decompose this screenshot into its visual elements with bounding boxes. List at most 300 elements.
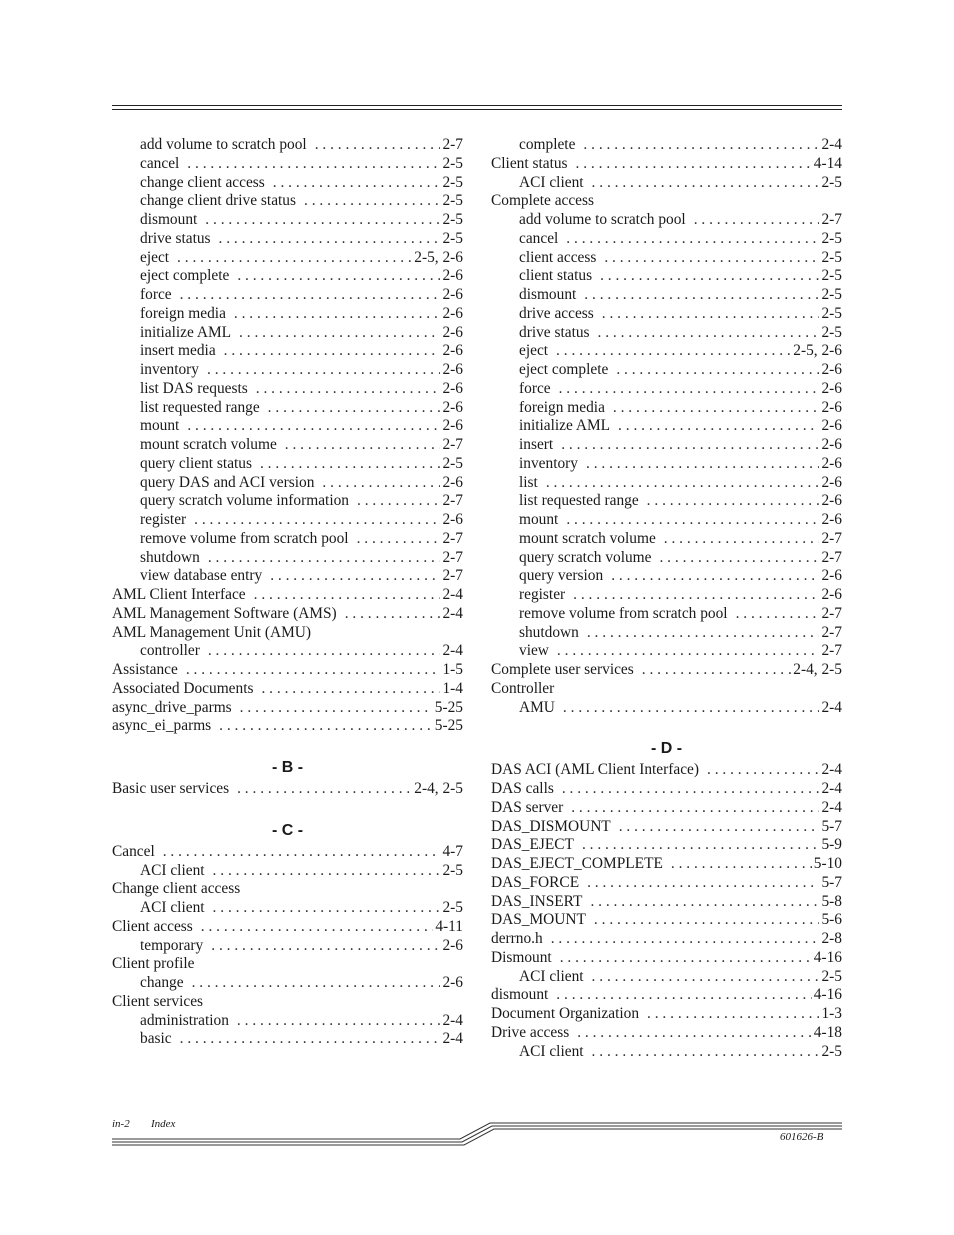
index-subentry [112,136,463,155]
dot-leader [349,492,440,511]
index-page-ref: 5-7 [821,817,842,835]
index-term: Drive access [491,1023,570,1041]
index-entry [491,911,842,930]
index-subentry [491,530,842,549]
index-term: DAS_FORCE [491,873,580,891]
dot-leader [549,642,820,661]
index-term: Dismount [491,948,552,966]
index-page-ref: 2-6 [442,936,463,954]
section-heading: - B - [271,759,304,776]
index-term: ACI client [140,861,205,879]
index-page-ref: 2-4 [821,698,842,716]
index-page-ref: 2-6 [442,361,463,378]
index-page-ref: 2-4, 2-5 [414,780,463,797]
index-page-ref: 2-6 [821,417,842,435]
index-term: mount scratch volume [140,436,277,453]
index-page-ref: 2-8 [821,930,842,947]
section-spacer [112,799,463,822]
index-page-ref: 2-5 [442,899,463,916]
index-term: DAS_MOUNT [491,911,586,929]
index-page-ref: 2-7 [442,492,463,510]
dot-leader [178,661,441,680]
index-page-ref: 2-6 [442,473,463,491]
index-page-ref: 2-5 [821,229,842,247]
index-term: change [140,974,184,991]
index-term: drive status [140,229,211,247]
index-term: async_ei_parms [112,717,212,735]
index-page-ref: 2-6 [821,379,842,397]
index-page-ref: 2-4 [442,1011,463,1029]
index-page-ref: 2-7 [821,642,842,660]
index-entry [112,680,463,699]
section-heading: - D - [650,740,683,758]
index-page-ref: 2-6 [442,511,463,528]
index-entry [112,955,463,974]
index-entry [112,780,463,799]
index-page-ref: 2-5 [442,454,463,472]
dot-leader [594,305,820,324]
index-entry [112,661,463,680]
index-page-ref: 5-8 [821,892,842,910]
index-entry [112,605,463,624]
index-subentry [491,305,842,324]
dot-leader [590,324,820,343]
index-term: AML Management Software (AMS) [112,604,337,622]
index-page-ref: 2-5 [442,861,463,879]
index-subentry [112,361,463,380]
index-term: dismount [491,986,549,1004]
index-subentry [112,174,463,193]
index-term: inventory [519,454,578,472]
index-page-ref: 4-16 [813,948,842,966]
dot-leader [216,342,441,361]
footer-page-number: in-2 [112,1118,130,1130]
dot-leader [568,155,812,174]
dot-leader [229,267,440,286]
dot-leader [584,968,820,987]
index-term: add volume to scratch pool [140,136,307,153]
index-entry [491,1024,842,1043]
index-entry [491,661,842,680]
index-page-ref: 2-6 [821,398,842,416]
index-term: remove volume from scratch pool [140,529,349,547]
index-subentry [112,492,463,511]
index-subentry [491,474,842,493]
index-term: view [519,642,549,660]
dot-leader [584,1043,820,1062]
index-page-ref: 2-5 [821,286,842,303]
dot-leader [686,211,820,230]
index-entry [491,855,842,874]
index-term: Client status [491,154,568,172]
dot-leader [608,361,819,380]
dot-leader [565,586,819,605]
index-subentry [112,530,463,549]
index-entry [112,993,463,1012]
index-page-ref: 2-7 [821,604,842,622]
index-subentry [491,174,842,193]
section-heading: - C - [271,821,304,839]
index-term: force [140,286,172,303]
index-subentry [491,267,842,286]
index-subentry [491,361,842,380]
index-term: query DAS and ACI version [140,473,315,491]
dot-leader [699,761,819,780]
index-page-ref: 2-7 [442,548,463,566]
index-page-ref: 2-5 [821,304,842,322]
index-page-ref: 4-7 [442,842,463,860]
dot-leader [584,174,820,193]
index-term: basic [140,1030,172,1048]
dot-leader [563,799,819,818]
index-subentry [112,549,463,568]
index-term: cancel [140,154,180,172]
dot-leader [229,780,412,799]
index-entry [112,699,463,718]
index-entry [491,893,842,912]
dot-leader [203,937,440,956]
index-term: eject [140,248,170,266]
index-term: mount scratch volume [519,529,656,547]
footer-document-number: 601626-B [780,1131,824,1143]
index-page-ref: 4-14 [813,154,842,172]
index-term: Assistance [112,661,178,678]
dot-leader [172,1030,441,1049]
dot-leader [260,399,441,418]
index-term: query version [519,567,604,585]
index-page-ref: 2-6 [821,454,842,472]
index-subentry [112,192,463,211]
index-subentry [491,605,842,624]
index-page-ref: 2-4 [821,136,842,153]
index-page-ref: 2-6 [442,267,463,285]
index-subentry [491,968,842,987]
dot-leader [184,974,441,993]
index-term: list [519,473,538,491]
index-entry [112,880,463,899]
index-entry [112,586,463,605]
index-page-ref: 2-7 [442,567,463,585]
index-term: register [140,511,187,528]
index-page-ref: 5-7 [821,873,842,891]
dot-leader [575,136,819,155]
index-subentry [491,399,842,418]
index-term: client status [519,267,593,285]
index-term: DAS_DISMOUNT [491,817,611,835]
index-page-ref: 2-5 [442,154,463,172]
dot-leader [663,855,812,874]
dot-leader [582,893,819,912]
dot-leader [558,511,819,530]
dot-leader [656,530,820,549]
index-term: derrno.h [491,930,543,947]
index-page-ref: 2-5, 2-6 [414,248,463,266]
dot-leader [200,549,441,568]
index-subentry [491,492,842,511]
index-subentry [112,862,463,881]
index-subentry [112,899,463,918]
dot-leader [551,380,820,399]
index-subentry [491,624,842,643]
index-term: DAS server [491,798,564,816]
index-page-ref: 2-5 [821,1042,842,1060]
index-term: Client profile [112,955,195,973]
index-page-ref: 5-9 [821,836,842,854]
index-term: remove volume from scratch pool [519,604,728,622]
index-page-ref: 2-6 [442,342,463,360]
dot-leader [548,986,811,1005]
index-column-right [491,136,842,1061]
dot-leader [574,836,820,855]
index-entry [491,680,842,699]
index-page-ref: 2-4 [442,586,463,603]
index-subentry [491,567,842,586]
index-page-ref: 2-6 [442,323,463,341]
index-subentry [112,974,463,993]
index-entry [491,780,842,799]
index-term: dismount [519,286,577,303]
index-page-ref: 2-4 [821,761,842,779]
index-term: Basic user services [112,780,230,797]
index-subentry [491,417,842,436]
index-subentry [112,342,463,361]
index-term: foreign media [519,398,605,416]
index-page-ref: 2-5 [442,173,463,191]
index-subentry [112,417,463,436]
index-page-ref: 2-6 [821,492,842,510]
index-subentry [491,342,842,361]
dot-leader [197,211,440,230]
index-page-ref: 2-6 [442,379,463,397]
index-term: Client access [112,917,193,935]
dot-leader [205,899,441,918]
dot-leader [172,286,441,305]
index-subentry [112,286,463,305]
dot-leader [586,911,820,930]
index-term: Complete access [491,192,594,210]
dot-leader [548,342,791,361]
index-term: Complete user services [491,661,634,678]
dot-leader [579,874,819,893]
index-term: shutdown [140,548,200,566]
index-term: DAS calls [491,780,554,797]
index-page-ref: 2-4 [821,780,842,797]
index-page-ref: 2-6 [821,473,842,491]
dot-leader [576,286,819,305]
index-term: Cancel [112,842,155,860]
index-term: list requested range [519,492,639,510]
index-subentry [112,642,463,661]
index-page-ref: 2-6 [442,398,463,416]
index-term: foreign media [140,304,226,322]
index-page-ref: 2-6 [442,304,463,322]
section-spacer [112,736,463,759]
index-term: temporary [140,936,204,954]
index-page-ref: 4-18 [813,1023,842,1041]
index-subentry [491,642,842,661]
dot-leader [229,1012,441,1031]
index-page-ref: 2-5 [442,229,463,247]
index-page-ref: 2-5 [821,173,842,191]
index-subentry [491,324,842,343]
dot-leader [262,567,440,586]
index-subentry [491,286,842,305]
index-term: DAS_INSERT [491,892,583,910]
index-term: list requested range [140,398,260,416]
dot-leader [603,567,819,586]
index-term: cancel [519,229,559,247]
index-page-ref: 2-7 [442,529,463,547]
index-entry [491,818,842,837]
index-page-ref: 2-7 [821,623,842,641]
dot-leader [543,930,820,949]
index-page-ref: 2-5 [821,267,842,285]
dot-leader [253,680,440,699]
dot-leader [211,230,441,249]
index-entry [491,799,842,818]
index-page-ref: 4-16 [813,986,842,1004]
dot-leader [179,155,440,174]
index-term: AML Client Interface [112,586,246,603]
dot-leader [226,305,441,324]
index-term: Client services [112,992,204,1010]
dot-leader [610,417,819,436]
dot-leader [248,380,441,399]
index-subentry [112,267,463,286]
header-rule-bottom [112,109,842,110]
index-term: client access [519,248,597,266]
index-page-ref: 2-7 [442,436,463,453]
index-page-ref: 2-6 [821,361,842,378]
dot-leader [569,1024,812,1043]
dot-leader [651,549,819,568]
index-page-ref: 2-4, 2-5 [793,661,842,678]
index-subentry [491,249,842,268]
index-term: query scratch volume information [140,492,349,510]
index-subentry [112,305,463,324]
dot-leader [296,192,440,211]
index-page-ref: 2-7 [821,211,842,228]
index-term: ACI client [519,1042,584,1060]
index-term: Document Organization [491,1005,640,1022]
index-subentry [112,455,463,474]
index-term: AML Management Unit (AMU) [112,623,312,641]
dot-leader [337,605,441,624]
index-column-left [112,136,463,1049]
dot-leader [552,949,812,968]
index-page-ref: 2-6 [821,436,842,453]
index-subentry [112,211,463,230]
dot-leader [639,492,820,511]
index-entry [491,930,842,949]
index-term: eject [519,342,549,360]
index-term: Associated Documents [112,679,254,697]
dot-leader [314,474,440,493]
index-subentry [491,436,842,455]
dot-leader [605,399,820,418]
index-term: view database entry [140,567,263,585]
dot-leader [277,436,441,455]
index-subentry [491,230,842,249]
dot-leader [265,174,441,193]
header-rule-top [112,105,842,106]
dot-leader [579,624,820,643]
index-subentry [112,511,463,530]
index-subentry [112,380,463,399]
index-term: Change client access [112,880,241,898]
index-entry [491,836,842,855]
section-spacer [491,717,842,740]
index-subentry [491,586,842,605]
index-term: controller [140,642,200,660]
index-page-ref: 2-4 [442,642,463,660]
dot-leader [592,267,819,286]
index-page-ref: 2-6 [442,286,463,303]
dot-leader [186,511,440,530]
index-page-ref: 2-5, 2-6 [793,342,842,360]
index-subentry [112,1012,463,1031]
index-page-ref: 2-6 [442,974,463,991]
index-term: query client status [140,454,252,472]
dot-leader [538,474,820,493]
index-term: AMU [519,698,555,716]
dot-leader [205,862,441,881]
index-page-ref: 2-4 [821,798,842,816]
index-entry [491,874,842,893]
index-term: eject complete [519,361,609,378]
index-term: initialize AML [519,417,611,435]
index-entry [112,843,463,862]
index-term: register [519,586,566,603]
dot-leader [611,818,820,837]
index-page-ref: 2-6 [442,417,463,435]
index-subentry [491,549,842,568]
index-term: mount [519,511,559,528]
dot-leader [252,455,440,474]
dot-leader [558,230,819,249]
index-subentry [112,567,463,586]
index-page-ref: 4-11 [435,917,463,935]
index-page-ref: 2-6 [821,567,842,585]
index-entry [491,986,842,1005]
dot-leader [634,661,792,680]
index-term: mount [140,417,180,435]
dot-leader [639,1005,819,1024]
index-page-ref: 2-5 [442,211,463,228]
dot-leader [307,136,441,155]
index-page-ref: 1-4 [442,679,463,697]
dot-leader [155,843,441,862]
index-page-ref: 2-4 [442,604,463,622]
index-page-ref: 2-5 [442,192,463,210]
index-subentry [112,436,463,455]
index-term: inventory [140,361,199,378]
index-term: drive access [519,304,594,322]
index-term: shutdown [519,623,579,641]
dot-leader [211,717,433,736]
index-page-ref: 5-25 [434,698,463,716]
index-term: complete [519,136,576,153]
index-subentry [491,1043,842,1062]
index-page-ref: 2-5 [821,248,842,266]
index-term: DAS_EJECT [491,836,574,854]
index-page-ref: 2-7 [821,529,842,547]
index-term: eject complete [140,267,230,285]
index-term: add volume to scratch pool [519,211,686,228]
index-term: ACI client [519,967,584,985]
dot-leader [349,530,441,549]
dot-leader [179,417,440,436]
